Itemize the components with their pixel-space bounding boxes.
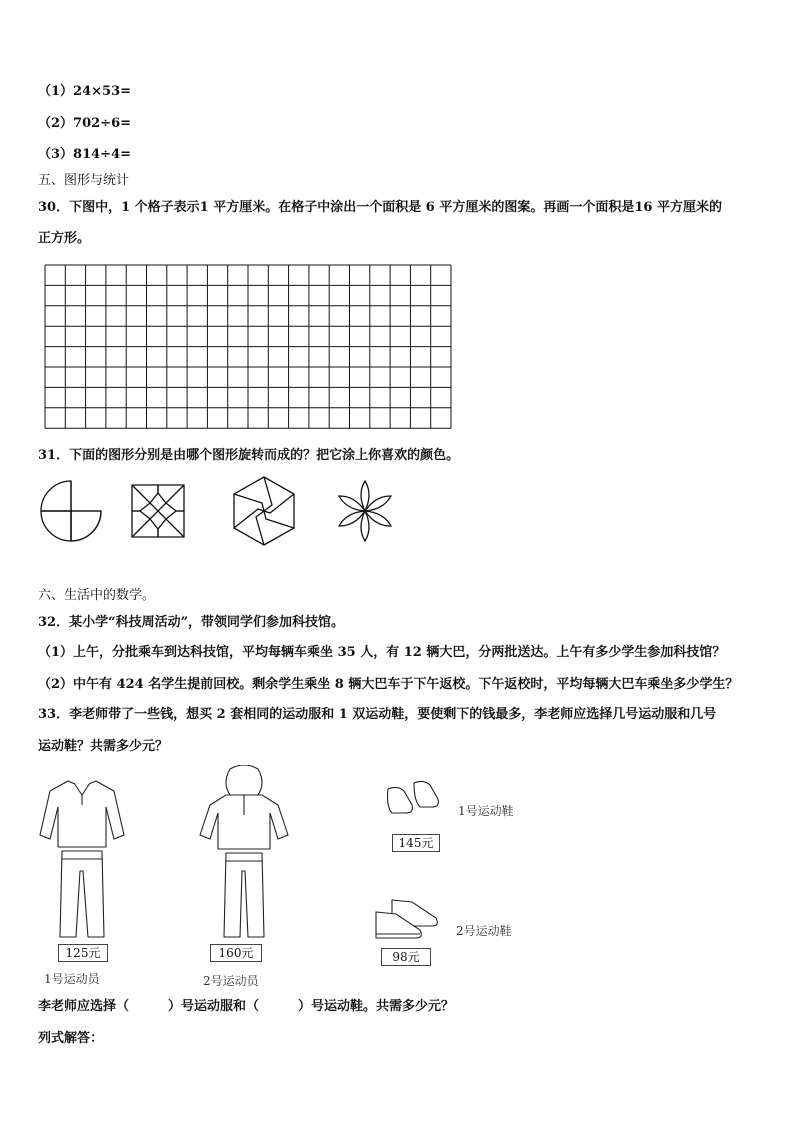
calc-q2: （2）702÷6= xyxy=(38,116,132,131)
shoe-2-price: 98元 xyxy=(381,948,431,966)
q32-stem: 32．某小学“科技周活动”，带领同学们参加科技馆。 xyxy=(38,615,345,630)
pinwheel-shape[interactable] xyxy=(38,478,104,544)
q32-part2: （2）中午有 424 名学生提前回校。剩余学生乘坐 8 辆大巴车于下午返校。下午返校时，平均每辆大巴车乘坐多少学生？ xyxy=(38,677,739,692)
q30-line1: 30．下图中，1 个格子表示1 平方厘米。在格子中涂出一个面积是 6 平方厘米的图案。再画一个面积是16 平方厘米的 xyxy=(38,200,722,215)
suit-2-illustration xyxy=(196,765,292,943)
q33-answer-line: 李老师应选择（ ）号运动服和（ ）号运动鞋。共需多少元？ xyxy=(38,999,455,1014)
solve-label: 列式解答： xyxy=(38,1031,104,1046)
calc-q1: （1）24×53= xyxy=(38,84,132,99)
shoe-1-illustration xyxy=(384,777,440,817)
q31-text: 31．下面的图形分别是由哪个图形旋转而成的？把它涂上你喜欢的颜色。 xyxy=(38,448,460,463)
suit-1-illustration xyxy=(34,775,130,943)
suit-2-price: 160元 xyxy=(210,944,262,962)
section-6-heading: 六、生活中的数学。 xyxy=(38,588,156,603)
q33-line1: 33．李老师带了一些钱，想买 2 套相同的运动服和 1 双运动鞋，要使剩下的钱最多，李老师应选择几号运动服和几号 xyxy=(38,707,717,722)
q33-line2: 运动鞋？共需多少元？ xyxy=(38,739,169,754)
x-cross-shape[interactable] xyxy=(130,483,186,539)
square-grid[interactable] xyxy=(44,264,454,430)
calc-q3: （3）814÷4= xyxy=(38,147,132,162)
hexagon-spiral-shape[interactable] xyxy=(228,475,300,547)
suit-1-price: 125元 xyxy=(58,944,108,962)
suit-2-label: 2号运动员 xyxy=(203,974,259,988)
shoe-2-illustration xyxy=(372,896,442,942)
section-5-heading: 五、图形与统计 xyxy=(38,173,130,188)
shoe-1-price: 145元 xyxy=(392,834,440,852)
q30-line2: 正方形。 xyxy=(38,231,91,246)
suit-1-label: 1号运动员 xyxy=(44,972,100,986)
shoe-1-label: 1号运动鞋 xyxy=(458,804,514,818)
shoe-2-label: 2号运动鞋 xyxy=(456,924,512,938)
flower-shape[interactable] xyxy=(332,478,398,544)
q32-part1: （1）上午，分批乘车到达科技馆，平均每辆车乘坐 35 人，有 12 辆大巴，分两批送达。上午有多少学生参加科技馆？ xyxy=(38,645,726,660)
